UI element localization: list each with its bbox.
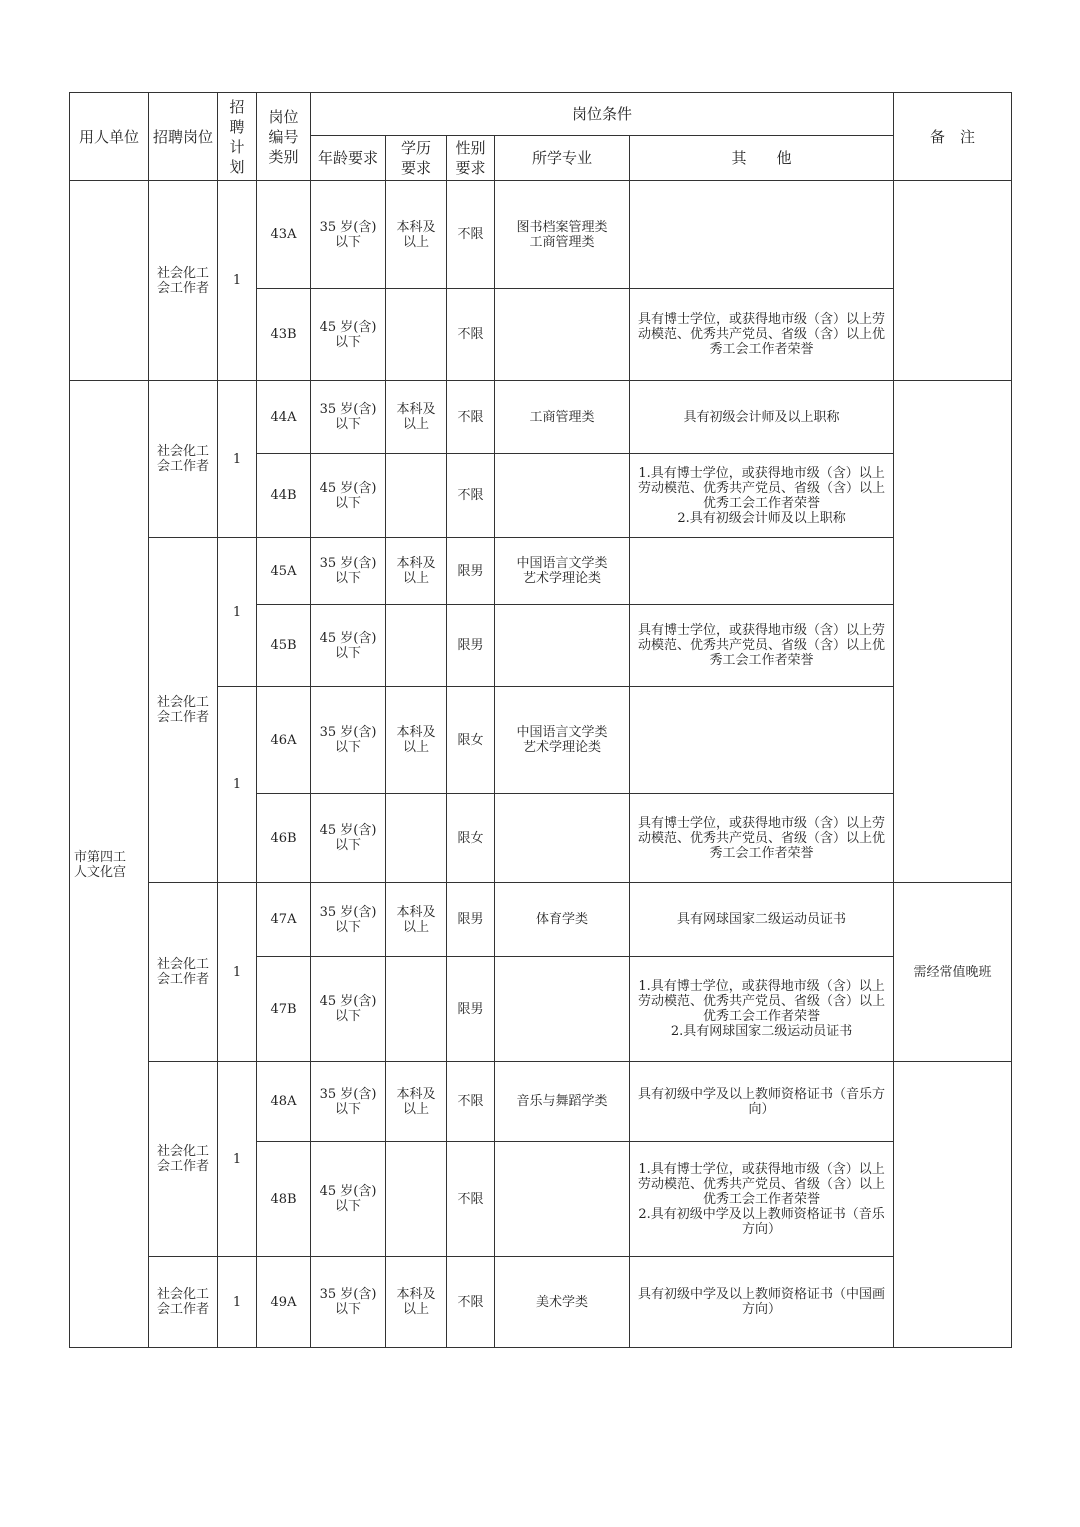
code-cell: 48A xyxy=(257,1062,311,1142)
gender-cell: 限男 xyxy=(447,605,495,687)
education-cell xyxy=(386,454,447,538)
major-cell xyxy=(495,957,630,1062)
age-cell: 35 岁(含) 以下 xyxy=(311,181,386,289)
age-cell: 45 岁(含) 以下 xyxy=(311,1142,386,1257)
gender-cell: 限男 xyxy=(447,883,495,957)
header-age: 年龄要求 xyxy=(311,136,386,181)
major-cell xyxy=(495,605,630,687)
age-cell: 35 岁(含) 以下 xyxy=(311,1257,386,1348)
other-cell: 1.具有博士学位，或获得地市级（含）以上劳动模范、优秀共产党员、省级（含）以上优秀工会工作者荣誉 2.具有初级会计师及以上职称 xyxy=(630,454,894,538)
code-cell: 43B xyxy=(257,289,311,381)
major-cell: 美术学类 xyxy=(495,1257,630,1348)
unit-cell: 市第四工 人文化宫 xyxy=(70,381,149,1348)
remarks-cell xyxy=(894,381,1012,883)
gender-cell: 限女 xyxy=(447,794,495,883)
major-cell: 中国语言文学类 艺术学理论类 xyxy=(495,687,630,794)
gender-cell: 不限 xyxy=(447,181,495,289)
other-cell xyxy=(630,538,894,605)
education-cell: 本科及 以上 xyxy=(386,883,447,957)
header-other: 其 他 xyxy=(630,136,894,181)
gender-cell: 不限 xyxy=(447,1257,495,1348)
header-conditions: 岗位条件 xyxy=(311,93,894,136)
other-cell xyxy=(630,181,894,289)
position-cell: 社会化工 会工作者 xyxy=(149,1257,218,1348)
age-cell: 35 岁(含) 以下 xyxy=(311,381,386,454)
education-cell xyxy=(386,605,447,687)
gender-cell: 不限 xyxy=(447,454,495,538)
education-cell: 本科及 以上 xyxy=(386,538,447,605)
code-cell: 47A xyxy=(257,883,311,957)
major-cell xyxy=(495,289,630,381)
major-cell: 体育学类 xyxy=(495,883,630,957)
other-cell: 具有博士学位，或获得地市级（含）以上劳动模范、优秀共产党员、省级（含）以上优秀工会工作者荣誉 xyxy=(630,794,894,883)
header-remarks: 备 注 xyxy=(894,93,1012,181)
gender-cell: 不限 xyxy=(447,1142,495,1257)
plan-cell: 1 xyxy=(218,687,257,883)
other-cell: 具有初级中学及以上教师资格证书（中国画方向） xyxy=(630,1257,894,1348)
code-cell: 47B xyxy=(257,957,311,1062)
header-major: 所学专业 xyxy=(495,136,630,181)
gender-cell: 不限 xyxy=(447,289,495,381)
position-cell: 社会化工 会工作者 xyxy=(149,883,218,1062)
position-cell: 社会化工 会工作者 xyxy=(149,181,218,381)
gender-cell: 不限 xyxy=(447,381,495,454)
header-plan: 招 聘 计 划 xyxy=(218,93,257,181)
age-cell: 35 岁(含) 以下 xyxy=(311,883,386,957)
other-cell: 1.具有博士学位，或获得地市级（含）以上劳动模范、优秀共产党员、省级（含）以上优秀工会工作者荣誉 2.具有初级中学及以上教师资格证书（音乐方向） xyxy=(630,1142,894,1257)
age-cell: 35 岁(含) 以下 xyxy=(311,538,386,605)
plan-cell: 1 xyxy=(218,181,257,381)
other-cell: 1.具有博士学位，或获得地市级（含）以上劳动模范、优秀共产党员、省级（含）以上优秀工会工作者荣誉 2.具有网球国家二级运动员证书 xyxy=(630,957,894,1062)
code-cell: 48B xyxy=(257,1142,311,1257)
major-cell: 工商管理类 xyxy=(495,381,630,454)
education-cell xyxy=(386,1142,447,1257)
age-cell: 35 岁(含) 以下 xyxy=(311,1062,386,1142)
major-cell xyxy=(495,454,630,538)
age-cell: 45 岁(含) 以下 xyxy=(311,957,386,1062)
recruitment-table xyxy=(69,92,1012,1348)
code-cell: 45B xyxy=(257,605,311,687)
education-cell: 本科及 以上 xyxy=(386,1257,447,1348)
header-unit: 用人单位 xyxy=(70,93,149,181)
other-cell: 具有网球国家二级运动员证书 xyxy=(630,883,894,957)
other-cell: 具有博士学位，或获得地市级（含）以上劳动模范、优秀共产党员、省级（含）以上优秀工会工作者荣誉 xyxy=(630,289,894,381)
age-cell: 45 岁(含) 以下 xyxy=(311,794,386,883)
code-cell: 46A xyxy=(257,687,311,794)
major-cell: 中国语言文学类 艺术学理论类 xyxy=(495,538,630,605)
gender-cell: 不限 xyxy=(447,1062,495,1142)
position-cell: 社会化工 会工作者 xyxy=(149,381,218,538)
code-cell: 43A xyxy=(257,181,311,289)
unit-cell-blank xyxy=(70,181,149,381)
education-cell: 本科及 以上 xyxy=(386,381,447,454)
position-cell: 社会化工 会工作者 xyxy=(149,1062,218,1257)
other-cell: 具有博士学位，或获得地市级（含）以上劳动模范、优秀共产党员、省级（含）以上优秀工会工作者荣誉 xyxy=(630,605,894,687)
plan-cell: 1 xyxy=(218,883,257,1062)
remarks-cell: 需经常值晚班 xyxy=(894,883,1012,1062)
education-cell: 本科及 以上 xyxy=(386,687,447,794)
education-cell xyxy=(386,957,447,1062)
education-cell: 本科及 以上 xyxy=(386,1062,447,1142)
gender-cell: 限女 xyxy=(447,687,495,794)
other-cell: 具有初级会计师及以上职称 xyxy=(630,381,894,454)
position-cell: 社会化工 会工作者 xyxy=(149,538,218,883)
code-cell: 49A xyxy=(257,1257,311,1348)
education-cell xyxy=(386,289,447,381)
plan-cell: 1 xyxy=(218,381,257,538)
plan-cell: 1 xyxy=(218,1257,257,1348)
code-cell: 45A xyxy=(257,538,311,605)
age-cell: 35 岁(含) 以下 xyxy=(311,687,386,794)
code-cell: 44A xyxy=(257,381,311,454)
header-gender: 性别 要求 xyxy=(447,136,495,181)
major-cell: 音乐与舞蹈学类 xyxy=(495,1062,630,1142)
remarks-cell xyxy=(894,181,1012,381)
gender-cell: 限男 xyxy=(447,957,495,1062)
education-cell: 本科及 以上 xyxy=(386,181,447,289)
age-cell: 45 岁(含) 以下 xyxy=(311,454,386,538)
header-education: 学历 要求 xyxy=(386,136,447,181)
major-cell: 图书档案管理类 工商管理类 xyxy=(495,181,630,289)
gender-cell: 限男 xyxy=(447,538,495,605)
header-code: 岗位 编号 类别 xyxy=(257,93,311,181)
education-cell xyxy=(386,794,447,883)
header-position: 招聘岗位 xyxy=(149,93,218,181)
major-cell xyxy=(495,1142,630,1257)
remarks-cell xyxy=(894,1062,1012,1348)
code-cell: 44B xyxy=(257,454,311,538)
other-cell xyxy=(630,687,894,794)
major-cell xyxy=(495,794,630,883)
code-cell: 46B xyxy=(257,794,311,883)
other-cell: 具有初级中学及以上教师资格证书（音乐方向） xyxy=(630,1062,894,1142)
plan-cell: 1 xyxy=(218,1062,257,1257)
age-cell: 45 岁(含) 以下 xyxy=(311,605,386,687)
plan-cell: 1 xyxy=(218,538,257,687)
age-cell: 45 岁(含) 以下 xyxy=(311,289,386,381)
